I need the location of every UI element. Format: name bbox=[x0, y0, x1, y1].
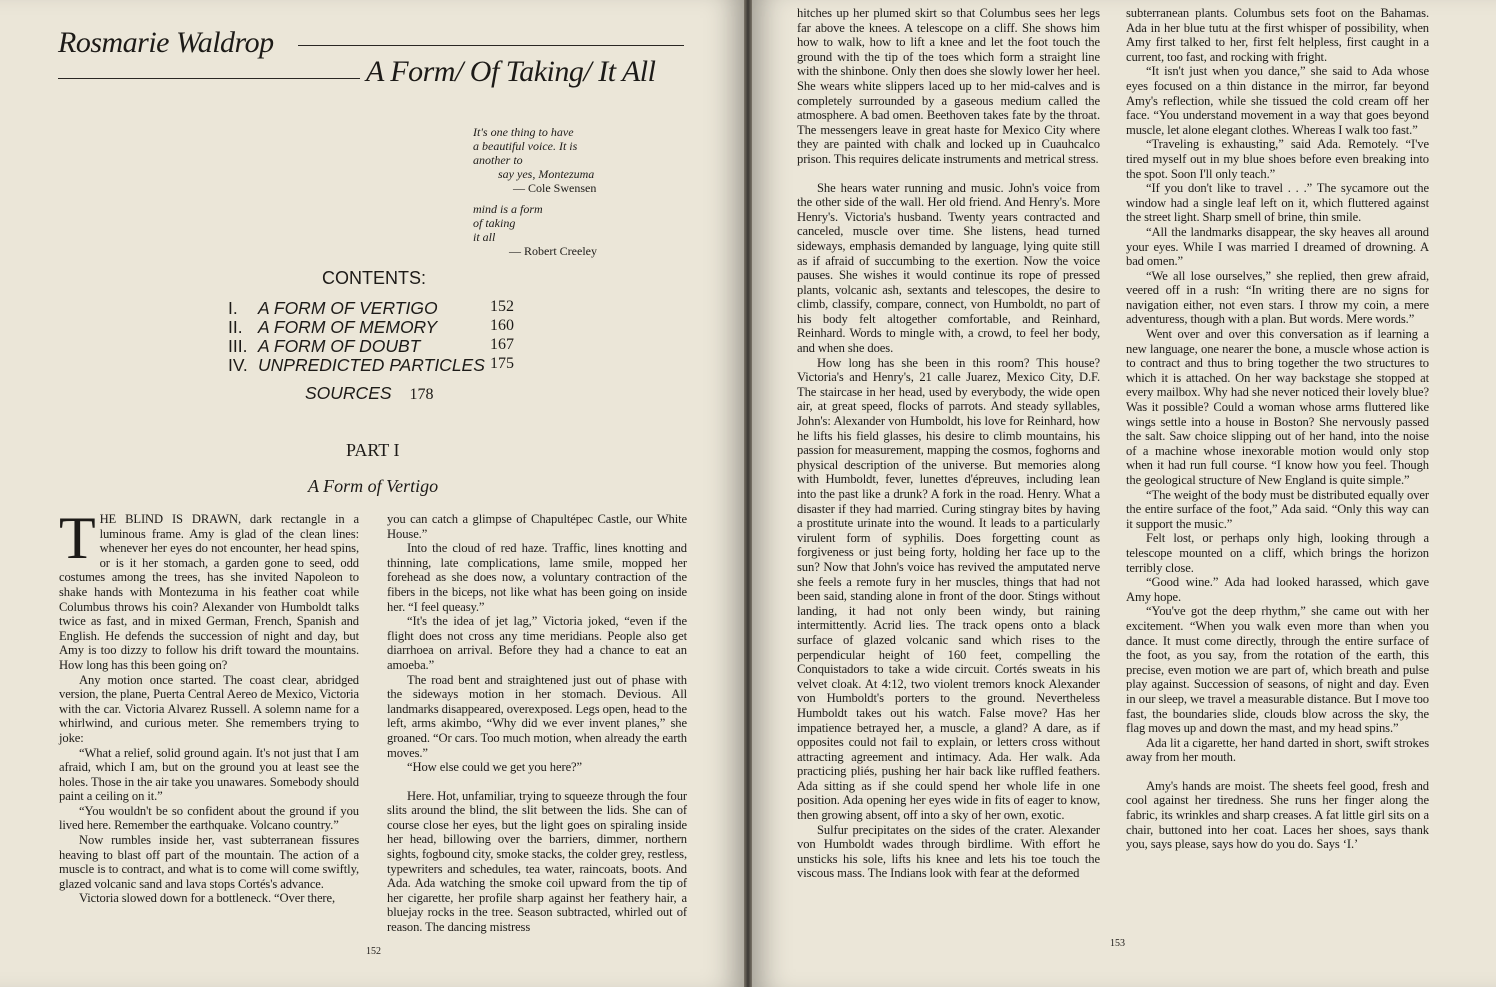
paragraph: Any motion once started. The coast clear, abridged version, the plane, Puerta Central Aereo de Mexico, Victoria with the car. Victoria Alvarez Russell. A solemn name for a whirlwind, and curious meter. She remembers trying to joke: bbox=[59, 672, 359, 745]
page-number: 153 bbox=[1110, 938, 1125, 949]
paragraph: Ada lit a cigarette, her hand darted in short, swift strokes away from her mouth. bbox=[1126, 735, 1429, 765]
toc-label: A FORM OF DOUBT bbox=[258, 336, 421, 356]
toc-page: 160 bbox=[490, 317, 514, 334]
paragraph: Felt lost, or perhaps only high, looking through a telescope mounted on a cliff, which brings the horizon terribly close. bbox=[1126, 531, 1429, 575]
toc-entry[interactable] bbox=[228, 298, 528, 317]
toc-number: III. bbox=[228, 336, 248, 356]
paragraph: you can catch a glimpse of Chapultépec Castle, our White House.” bbox=[387, 512, 687, 541]
paragraph: hitches up her plumed skirt so that Columbus sees her legs far above the knees. A telescope on a cliff. She shows him how to walk, how to lift a knee and let the foot touch the ground with the tip of the toes which form a straight line with the shinbone. Only then does she slowly lower her heel. She wears white slippers laced up to her mid-calves and is completely surrounded by a gaseous medium called the atmosphere. A bad omen. Beethoven takes fate by the throat. The messengers leave in great haste for Mexico City where they are painted with chalk and locked up in Cuauhcalco prison. This requires delicate instruments and metrical stress. bbox=[797, 6, 1100, 166]
paragraph: “How else could we get you here?” bbox=[407, 760, 583, 775]
paragraph: The road bent and straightened just out of phase with the sideways motion in her stomach. Devious. All landmarks disappeared, overexposed. Legs open, head to the left, arms akimbo, “Why did we ever invent planes,” she groaned. “Or cars. Too much motion, when already the earth moves.” bbox=[387, 672, 687, 760]
paragraph: subterranean plants. Columbus sets foot on the Bahamas. Ada in her blue tutu at the first whisper of possibility, when Amy first talked to her, first felt helpless, first caught in a current, too fast, and rocking with fright. bbox=[1126, 6, 1429, 64]
toc-page: 175 bbox=[490, 355, 514, 372]
epigraph-line: say yes, Montezuma bbox=[498, 167, 595, 181]
book-gutter bbox=[744, 0, 752, 987]
paragraph bbox=[59, 505, 359, 673]
page-number: 152 bbox=[366, 946, 381, 957]
paragraph: She hears water running and music. John's voice from the other side of the wall. Her old friend. And Henry's. More Henry's. Victoria's husband. Twenty years contracted and canceled, muscle over time. She listens, head turned sideways, emphasis demanded by language, lying quite still as if afraid of succumbing to the exertion. Now the voice pauses. She wishes it would continue its rope of pressed plants, volcanic ash, sextants and telescopes, the desire to climb, classify, compare, connect, von Humboldt, no part of his body felt altogether comfortable, and Reinhard, Reinhard. Words to mingle with, a crowd, to feel her body, and when she does. bbox=[797, 180, 1100, 356]
epigraph-swensen bbox=[473, 125, 623, 195]
epigraph-line: it all bbox=[473, 230, 496, 244]
paragraph: How long has she been in this room? This house? Victoria's and Henry's, 21 calle Juarez, Mexico City, D.F. The staircase in her head, used by everybody, the wide open air, at great speed, flocks of parrots. And steady syllables, John's: Alexander von Humboldt, his love for Reinhard, how he lifts his field glasses, his desire to climb mountains, his passion for measurement, mapping the cosmos, foghorns and physical description of the universe. But memories along with Humboldt, fever, lunettes d'épreuves, including lean into the past like a drunk? A fork in the road. Henry. What a disaster if they had married. Curing stingray bites by having a prostitute urinate into the wound. It leads to a particularly virulent form of syphilis. Does forgetting count as forgiveness or just being forty, holding her face up to the sun? Now that John's voice has revived the amputated nerve she feels a remote fury in her muscles, things that had not been said, standing alone in front of the door. Stings without landing, it had not only been windy, but raining intermittently. Acrid lies. The track opens onto a black surface of glazed volcanic sand which rises to the perpendicular height of 160 feet, compelling the Conquistadors to take a wide circuit. Cortés sweats in his velvet cloak. At 4:12, two violent tremors knock Alexander von Humboldt's porters to the ground. Nevertheless Humboldt takes out his watch. False move? Has her impatience betrayed her, a muscle, a gland? A dare, as if opposites could not fail to explain, or letters cross without attracting agreement and intimacy. Ada. Her walk. Ada practicing pliés, pushing her hair back like ruffled feathers. Ada sitting as if she could spend her whole life in one position. Ada opening her eyes wide in fits of eager to know, then growing absent, off into a sky of her own, exotic. bbox=[797, 355, 1100, 823]
paragraph: Amy's hands are moist. The sheets feel good, fresh and cool against her tiredness. She runs her finger along the fabric, its wrinkles and sharp creases. A fat little girl sits on a chair, buttoned into her coat. Laces her shoes, says thank you, says please, says how do you do. Says ‘I.’ bbox=[1126, 778, 1429, 852]
paragraph: “If you don't like to travel . . .” The sycamore out the window had a single leaf left on it, which fluttered against the street light. Sharp smell of brine, thin smile. bbox=[1126, 181, 1429, 225]
paragraph: Victoria slowed down for a bottleneck. “Over there, bbox=[79, 891, 336, 906]
lead-in: HE BLIND IS DRAWN, bbox=[99, 512, 241, 526]
paragraph: “It isn't just when you dance,” she said to Ada whose eyes focused on a thin distance in the mirror, far beyond Amy's reflection, while she tissued the cold cream off her face. “You understand movement in a way that goes beyond muscle, let alone elegant clothes. Whereas I walk too fast.” bbox=[1126, 64, 1429, 137]
paragraph: Here. Hot, unfamiliar, trying to squeeze through the four slits around the blind, the slit between the lids. She can of course close her eyes, but the light goes on spiraling inside her head, billowing over the barriers, dimmer, northern sights, fogbound city, smoke stacks, the colder grey, restless, typewriters and schedules, tea water, raincoats, boots. And Ada. Ada watching the smoke coil upward from the tip of her cigarette, her profile sharp against her feathery hair, a bluejay rocks in the tree. Season subtracted, whirled out of reason. The dancing mistress bbox=[387, 788, 687, 935]
toc-label: A FORM OF VERTIGO bbox=[258, 298, 438, 318]
toc-number: I. bbox=[228, 298, 238, 318]
toc-entry[interactable] bbox=[228, 317, 528, 336]
part-subheading: A Form of Vertigo bbox=[308, 476, 439, 496]
toc-number: IV. bbox=[228, 355, 248, 375]
toc-sources[interactable] bbox=[305, 383, 434, 404]
toc-page: 178 bbox=[409, 386, 434, 403]
paragraph: “We all lose ourselves,” she replied, then grew afraid, veered off in a rush: “In writing there are no signs for navigation either, not even stars. I throw my coin, a mere adventuress, though with a plan. But words. Mere words.” bbox=[1126, 268, 1429, 327]
paragraph: “All the landmarks disappear, the sky heaves all around your eyes. While I was married I dreamed of drowning. A bad omen.” bbox=[1126, 224, 1429, 269]
toc-page: 152 bbox=[490, 298, 514, 315]
paragraph: “You wouldn't be so confident about the ground if you lived here. Remember the earthquake. Volcano country.” bbox=[59, 803, 359, 833]
title-rule-bottom bbox=[58, 78, 360, 79]
toc-page: 167 bbox=[490, 336, 514, 353]
toc-label: UNPREDICTED PARTICLES bbox=[258, 355, 485, 375]
epigraph-attribution: — Cole Swensen bbox=[513, 181, 597, 195]
paragraph: “You've got the deep rhythm,” she came out with her excitement. “When you walk even more than when you dance. It must come directly, through the entire surface of the foot, as you say, from the rotation of the earth, this precise, even motion we are part of, which breath and pulse play against. Succession of seasons, of night and day. Even in our sleep, we travel a measurable distance. But I move too fast, the boundaries slide, clouds blow across the sky, the flag moves up and down the mast, and my head spins.” bbox=[1126, 604, 1429, 736]
part-heading: PART I bbox=[346, 440, 400, 460]
epigraph-line: a beautiful voice. It is bbox=[473, 139, 578, 153]
epigraph-line: another to bbox=[473, 153, 523, 167]
paragraph: Sulfur precipitates on the sides of the crater. Alexander von Humboldt wades through birdlime. With effort he unsticks his sole, lifts his knee and lets his toe touch the viscous mass. The Indians look with fear at the deformed bbox=[797, 822, 1100, 881]
epigraph-line: of taking bbox=[473, 216, 516, 230]
text-column bbox=[797, 6, 1100, 881]
paragraph-text: dark rectangle in a luminous frame. Amy is glad of the clean lines: whenever her eyes do not encounter, her head spins, or is it her stomach, a garden gone to seed, odd costumes among the trees, has she invited Napoleon to shake hands with Montezuma in his feather coat while Columbus throws his coin? Alexander von Humboldt talks twice as fast, and in mixed German, French, Spanish and English. He defends the succession of night and day, but Amy is too dizzy to follow his drift toward the mountains. How long has this been going on? bbox=[59, 512, 359, 672]
title-rule-top bbox=[298, 45, 684, 46]
paragraph: “The weight of the body must be distributed equally over the entire surface of the foot,” Ada said. “Only this way can it support the music.” bbox=[1126, 487, 1429, 531]
paragraph: “It's the idea of jet lag,” Victoria joked, “even if the flight does not cross any time meridians. People also get diarrhoea on arrival. Before they had a chance to eat an amoeba.” bbox=[387, 614, 687, 672]
paragraph: Went over and over this conversation as if learning a new language, one nearer the bone, a muscle whose action is to contract and thus to bring together the two structures to which it is attached. On her way backstage she stopped at every mailbox. Why had she never noticed their lovely blue? Was it possible? Could a woman whose arms fluttered like wings settle into a house in Boston? She nervously passed the salt. Saw choice slipping out of her hand, into the noise of a machine whose inexorable motion would only stop when it had run full course. “I know how you feel. Though the geological structure of New England is quite simple.” bbox=[1126, 327, 1429, 487]
toc-entry[interactable] bbox=[228, 355, 528, 374]
paragraph: “Good wine.” Ada had looked harassed, which gave Amy hope. bbox=[1126, 575, 1429, 604]
paragraph: “What a relief, solid ground again. It's not just that I am afraid, which I am, but on the ground you at least see the holes. Those in the air take you unawares. Somebody should paint a ceiling on it.” bbox=[59, 745, 359, 804]
text-column bbox=[59, 505, 359, 906]
toc-entry[interactable] bbox=[228, 336, 528, 355]
drop-cap: T bbox=[59, 505, 96, 571]
right-page bbox=[752, 0, 1496, 987]
epigraph-line: mind is a form bbox=[473, 202, 543, 216]
toc-number: II. bbox=[228, 317, 243, 337]
epigraph-attribution: — Robert Creeley bbox=[509, 244, 597, 258]
paragraph: “Traveling is exhausting,” said Ada. Remotely. “I've tired myself out in my blue shoes before even breaking into the spot. Soon I'll only teach.” bbox=[1126, 137, 1429, 181]
contents-heading: CONTENTS: bbox=[322, 268, 427, 288]
text-column bbox=[1126, 6, 1429, 852]
author-name: Rosmarie Waldrop bbox=[58, 26, 274, 59]
work-title: A Form/ Of Taking/ It All bbox=[366, 55, 656, 88]
epigraph-line: It's one thing to have bbox=[473, 125, 574, 139]
toc-label: A FORM OF MEMORY bbox=[258, 317, 438, 337]
left-page bbox=[0, 0, 744, 987]
text-column bbox=[387, 512, 687, 935]
toc-label: SOURCES bbox=[305, 383, 392, 403]
epigraph-creeley bbox=[473, 202, 623, 258]
paragraph: Now rumbles inside her, vast subterranean fissures heaving to blast off part of the mountain. The action of a muscle is to contract, and what is to come will come swiftly, glazed volcanic sand and lava stops Cortés's advance. bbox=[59, 833, 359, 891]
paragraph: Into the cloud of red haze. Traffic, lines knotting and thinning, late complications, lame smile, mopped her forehead as she does now, a voluntary contraction of the fibers in the biceps, not like what has been going on inside her. “I feel queasy.” bbox=[387, 541, 687, 614]
